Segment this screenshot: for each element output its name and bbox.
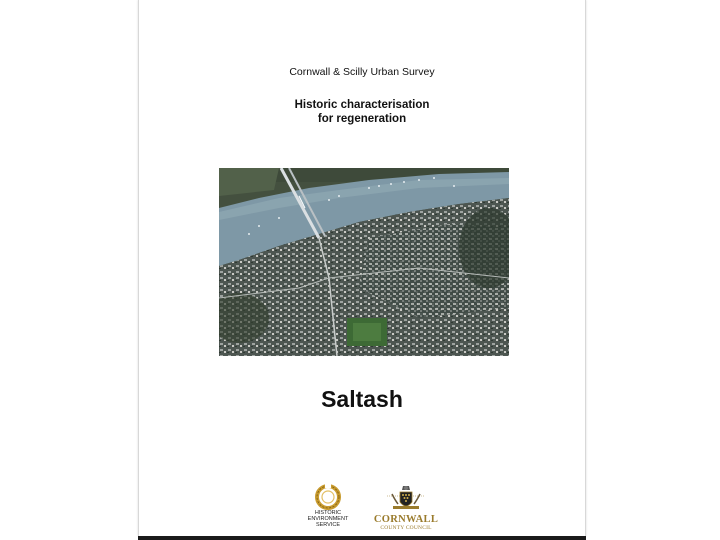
aerial-photo [219, 168, 509, 356]
hes-line-1: HISTORIC [314, 510, 342, 516]
page-bottom-edge [138, 536, 586, 540]
aerial-photo-image [219, 168, 509, 356]
document-page [138, 0, 586, 536]
title-line-2: for regeneration [317, 113, 407, 125]
hes-line-3: SERVICE [315, 522, 341, 528]
title-line-1: Historic characterisation [294, 99, 430, 111]
hes-line-2: ENVIRONMENT [307, 516, 349, 522]
county-council-wordmark: COUNTY COUNCIL [380, 525, 432, 531]
gold-collar-icon [305, 484, 351, 510]
document-title [139, 98, 585, 126]
coat-of-arms-icon [383, 484, 429, 514]
cornwall-county-council-logo [371, 484, 441, 536]
town-name: Saltash [321, 386, 403, 412]
survey-title: Cornwall & Scilly Urban Survey [289, 66, 435, 78]
cornwall-wordmark: CORNWALL [373, 514, 439, 525]
historic-environment-service-logo [305, 484, 351, 536]
